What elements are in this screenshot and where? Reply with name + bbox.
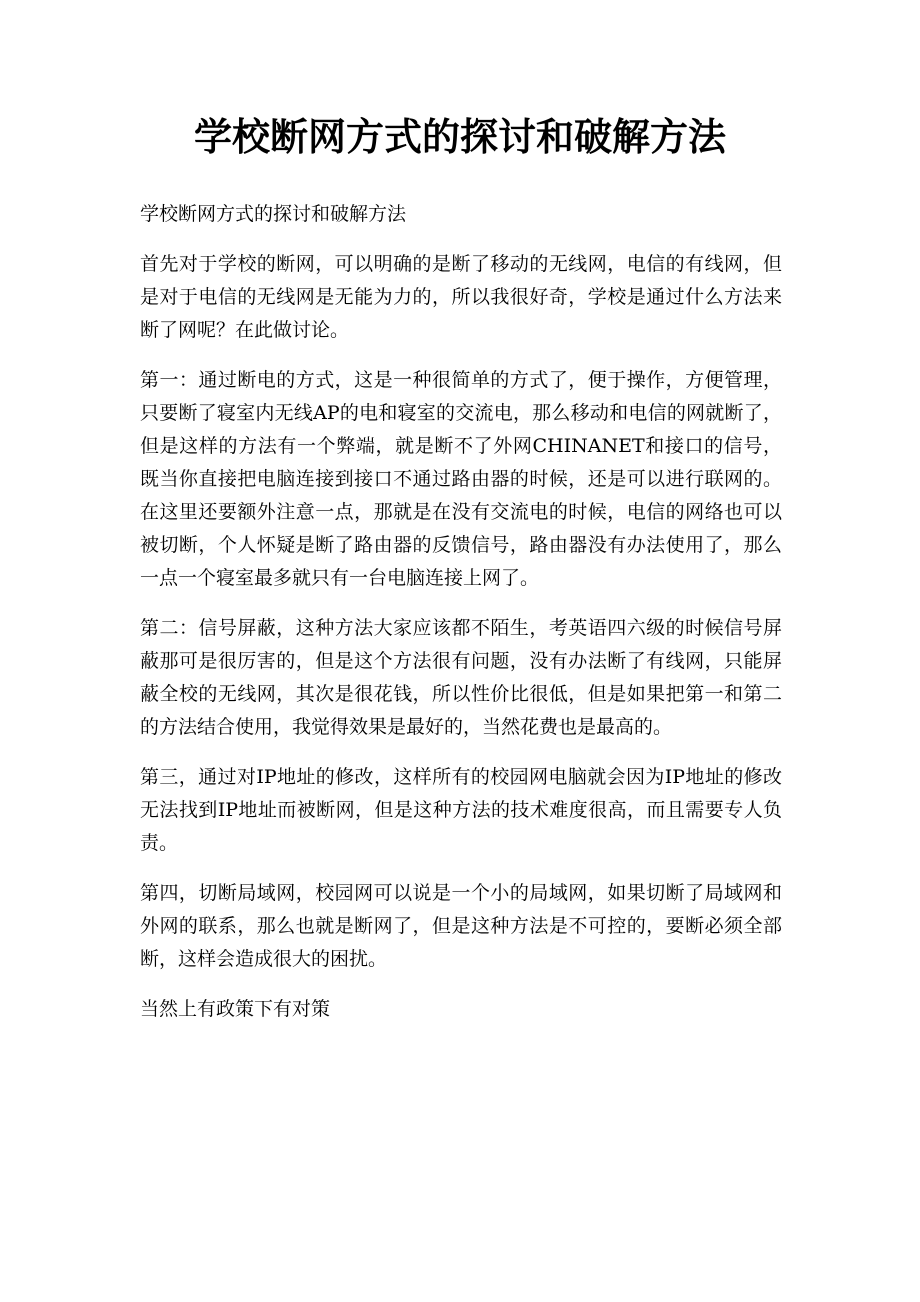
paragraph-countermeasure: 当然上有政策下有对策 xyxy=(140,998,331,1020)
paragraph-method-4: 第四，切断局域网，校园网可以说是一个小的局域网，如果切断了局域网和外网的联系，那么也就是断网了，但是这种方法是不可控的，要断必须全部断，这样会造成很大的困扰。 xyxy=(140,882,782,970)
document-title: 学校断网方式的探讨和破解方法 xyxy=(193,114,726,159)
paragraph-method-2: 第二：信号屏蔽，这种方法大家应该都不陌生，考英语四六级的时候信号屏蔽那可是很厉害的，但是这个方法很有问题，没有办法断了有线网，只能屏蔽全校的无线网，其次是很花钱，所以性价比很低，但是如果把第一和第二的方法结合使用，我觉得效果是最好的，当然花费也是最高的。 xyxy=(140,617,782,738)
document-body xyxy=(140,198,782,1043)
paragraph-subtitle: 学校断网方式的探讨和破解方法 xyxy=(140,203,407,225)
paragraph-method-3: 第三，通过对IP地址的修改，这样所有的校园网电脑就会因为IP地址的修改无法找到IP地址而被断网，但是这种方法的技术难度很高，而且需要专人负责。 xyxy=(140,766,782,854)
paragraph-intro: 首先对于学校的断网，可以明确的是断了移动的无线网，电信的有线网，但是对于电信的无线网是无能为力的，所以我很好奇，学校是通过什么方法来断了网呢？在此做讨论。 xyxy=(140,253,782,341)
paragraph-method-1: 第一：通过断电的方式，这是一种很简单的方式了，便于操作，方便管理，只要断了寝室内无线AP的电和寝室的交流电，那么移动和电信的网就断了，但是这样的方法有一个弊端，就是断不了外网CHINANET和接口的信号，既当你直接把电脑连接到接口不通过路由器的时候，还是可以进行联网的。在这里还要额外注意一点，那就是在没有交流电的时候，电信的网络也可以被切断，个人怀疑是断了路由器的反馈信号，路由器没有办法使用了，那么一点一个寝室最多就只有一台电脑连接上网了。 xyxy=(140,369,782,589)
